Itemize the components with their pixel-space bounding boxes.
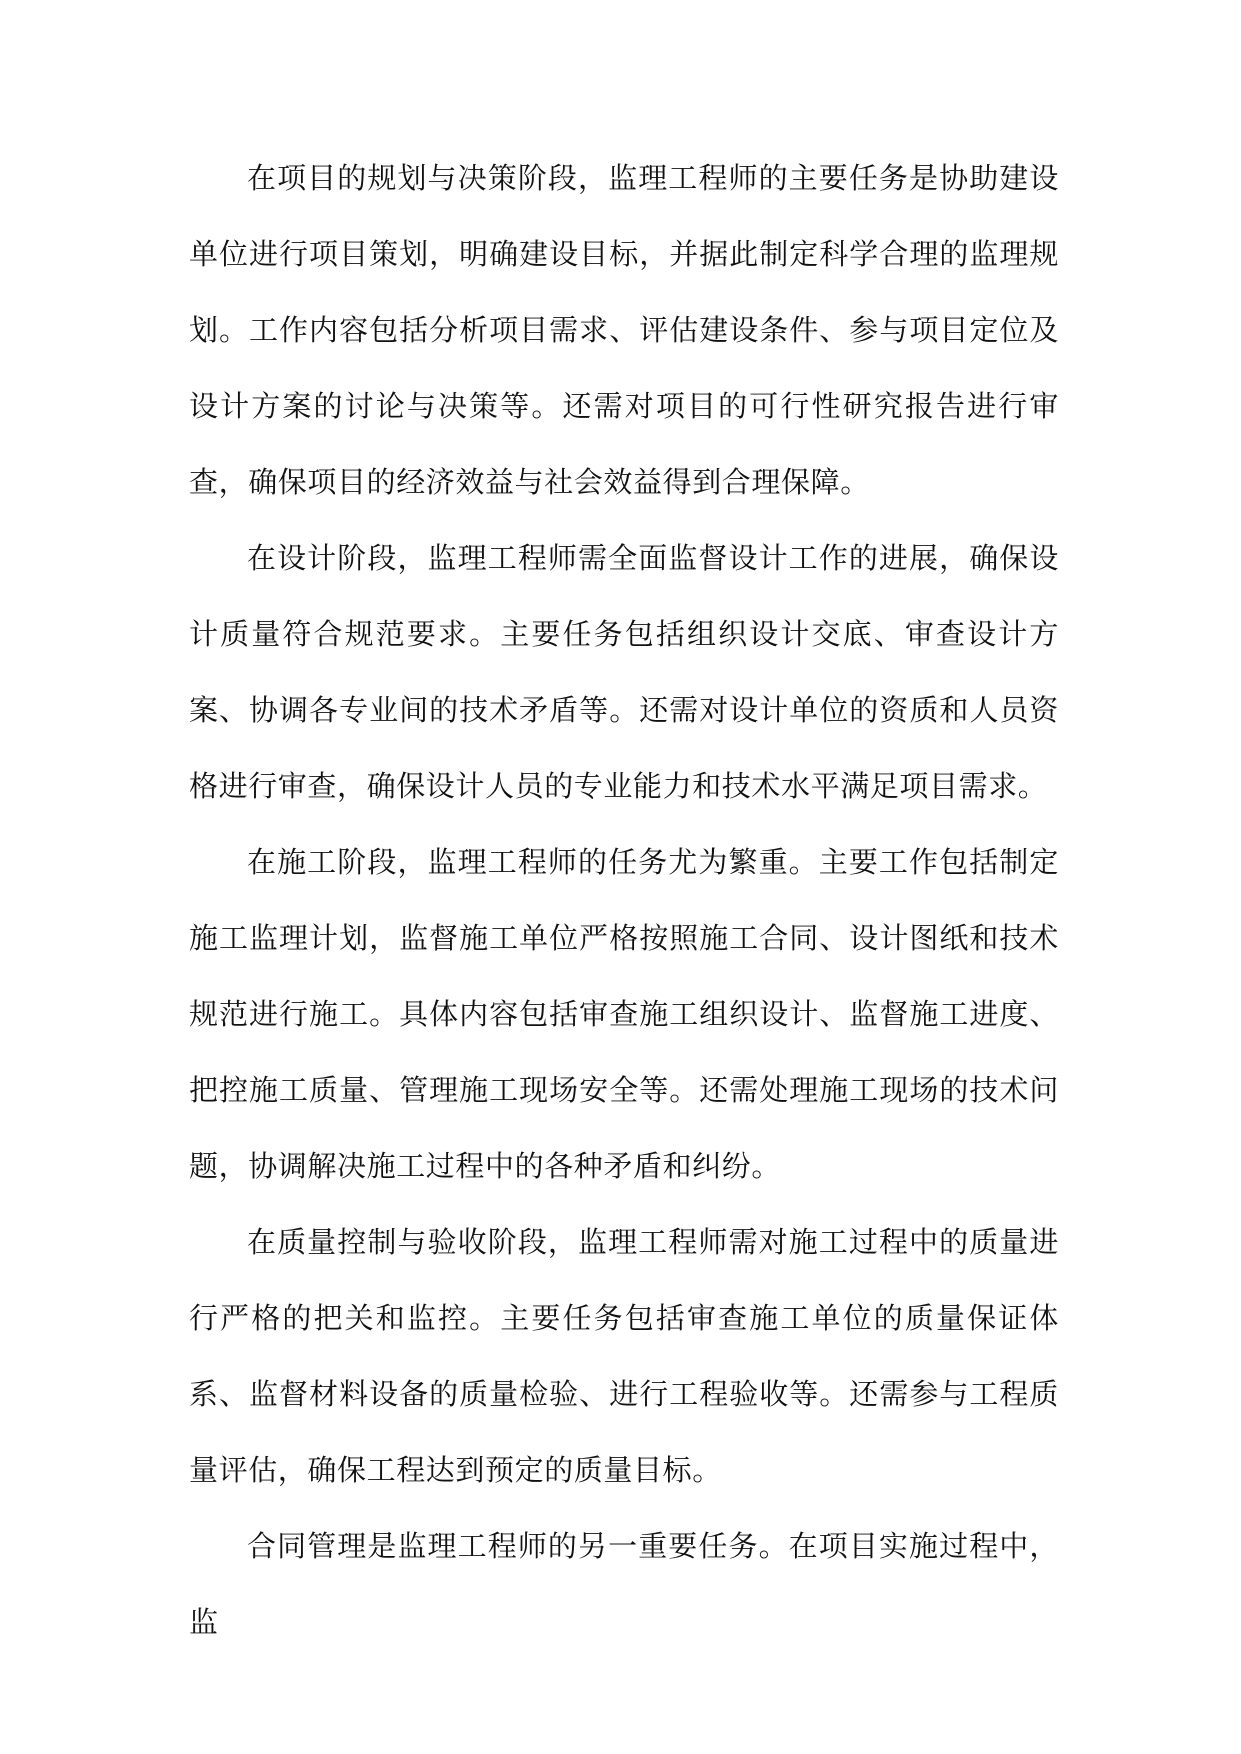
paragraph-planning-stage: 在项目的规划与决策阶段，监理工程师的主要任务是协助建设单位进行项目策划，明确建设目标，并据此制定科学合理的监理规划。工作内容包括分析项目需求、评估建设条件、参与项目定位及设计方案的讨论与决策等。还需对项目的可行性研究报告进行审查，确保项目的经济效益与社会效益得到合理保障。 bbox=[189, 161, 1059, 499]
paragraph-design-stage: 在设计阶段，监理工程师需全面监督设计工作的进展，确保设计质量符合规范要求。主要任务包括组织设计交底、审查设计方案、协调各专业间的技术矛盾等。还需对设计单位的资质和人员资格进行审查，确保设计人员的专业能力和技术水平满足项目需求。 bbox=[189, 541, 1059, 803]
paragraph-construction-stage: 在施工阶段，监理工程师的任务尤为繁重。主要工作包括制定施工监理计划，监督施工单位严格按照施工合同、设计图纸和技术规范进行施工。具体内容包括审查施工组织设计、监督施工进度、把控施工质量、管理施工现场安全等。还需处理施工现场的技术问题，协调解决施工过程中的各种矛盾和纠纷。 bbox=[189, 845, 1059, 1183]
document-body bbox=[189, 140, 1059, 1660]
paragraph-quality-control-stage: 在质量控制与验收阶段，监理工程师需对施工过程中的质量进行严格的把关和监控。主要任务包括审查施工单位的质量保证体系、监督材料设备的质量检验、进行工程验收等。还需参与工程质量评估，确保工程达到预定的质量目标。 bbox=[189, 1225, 1059, 1487]
paragraph-contract-management: 合同管理是监理工程师的另一重要任务。在项目实施过程中，监 bbox=[189, 1529, 1059, 1639]
